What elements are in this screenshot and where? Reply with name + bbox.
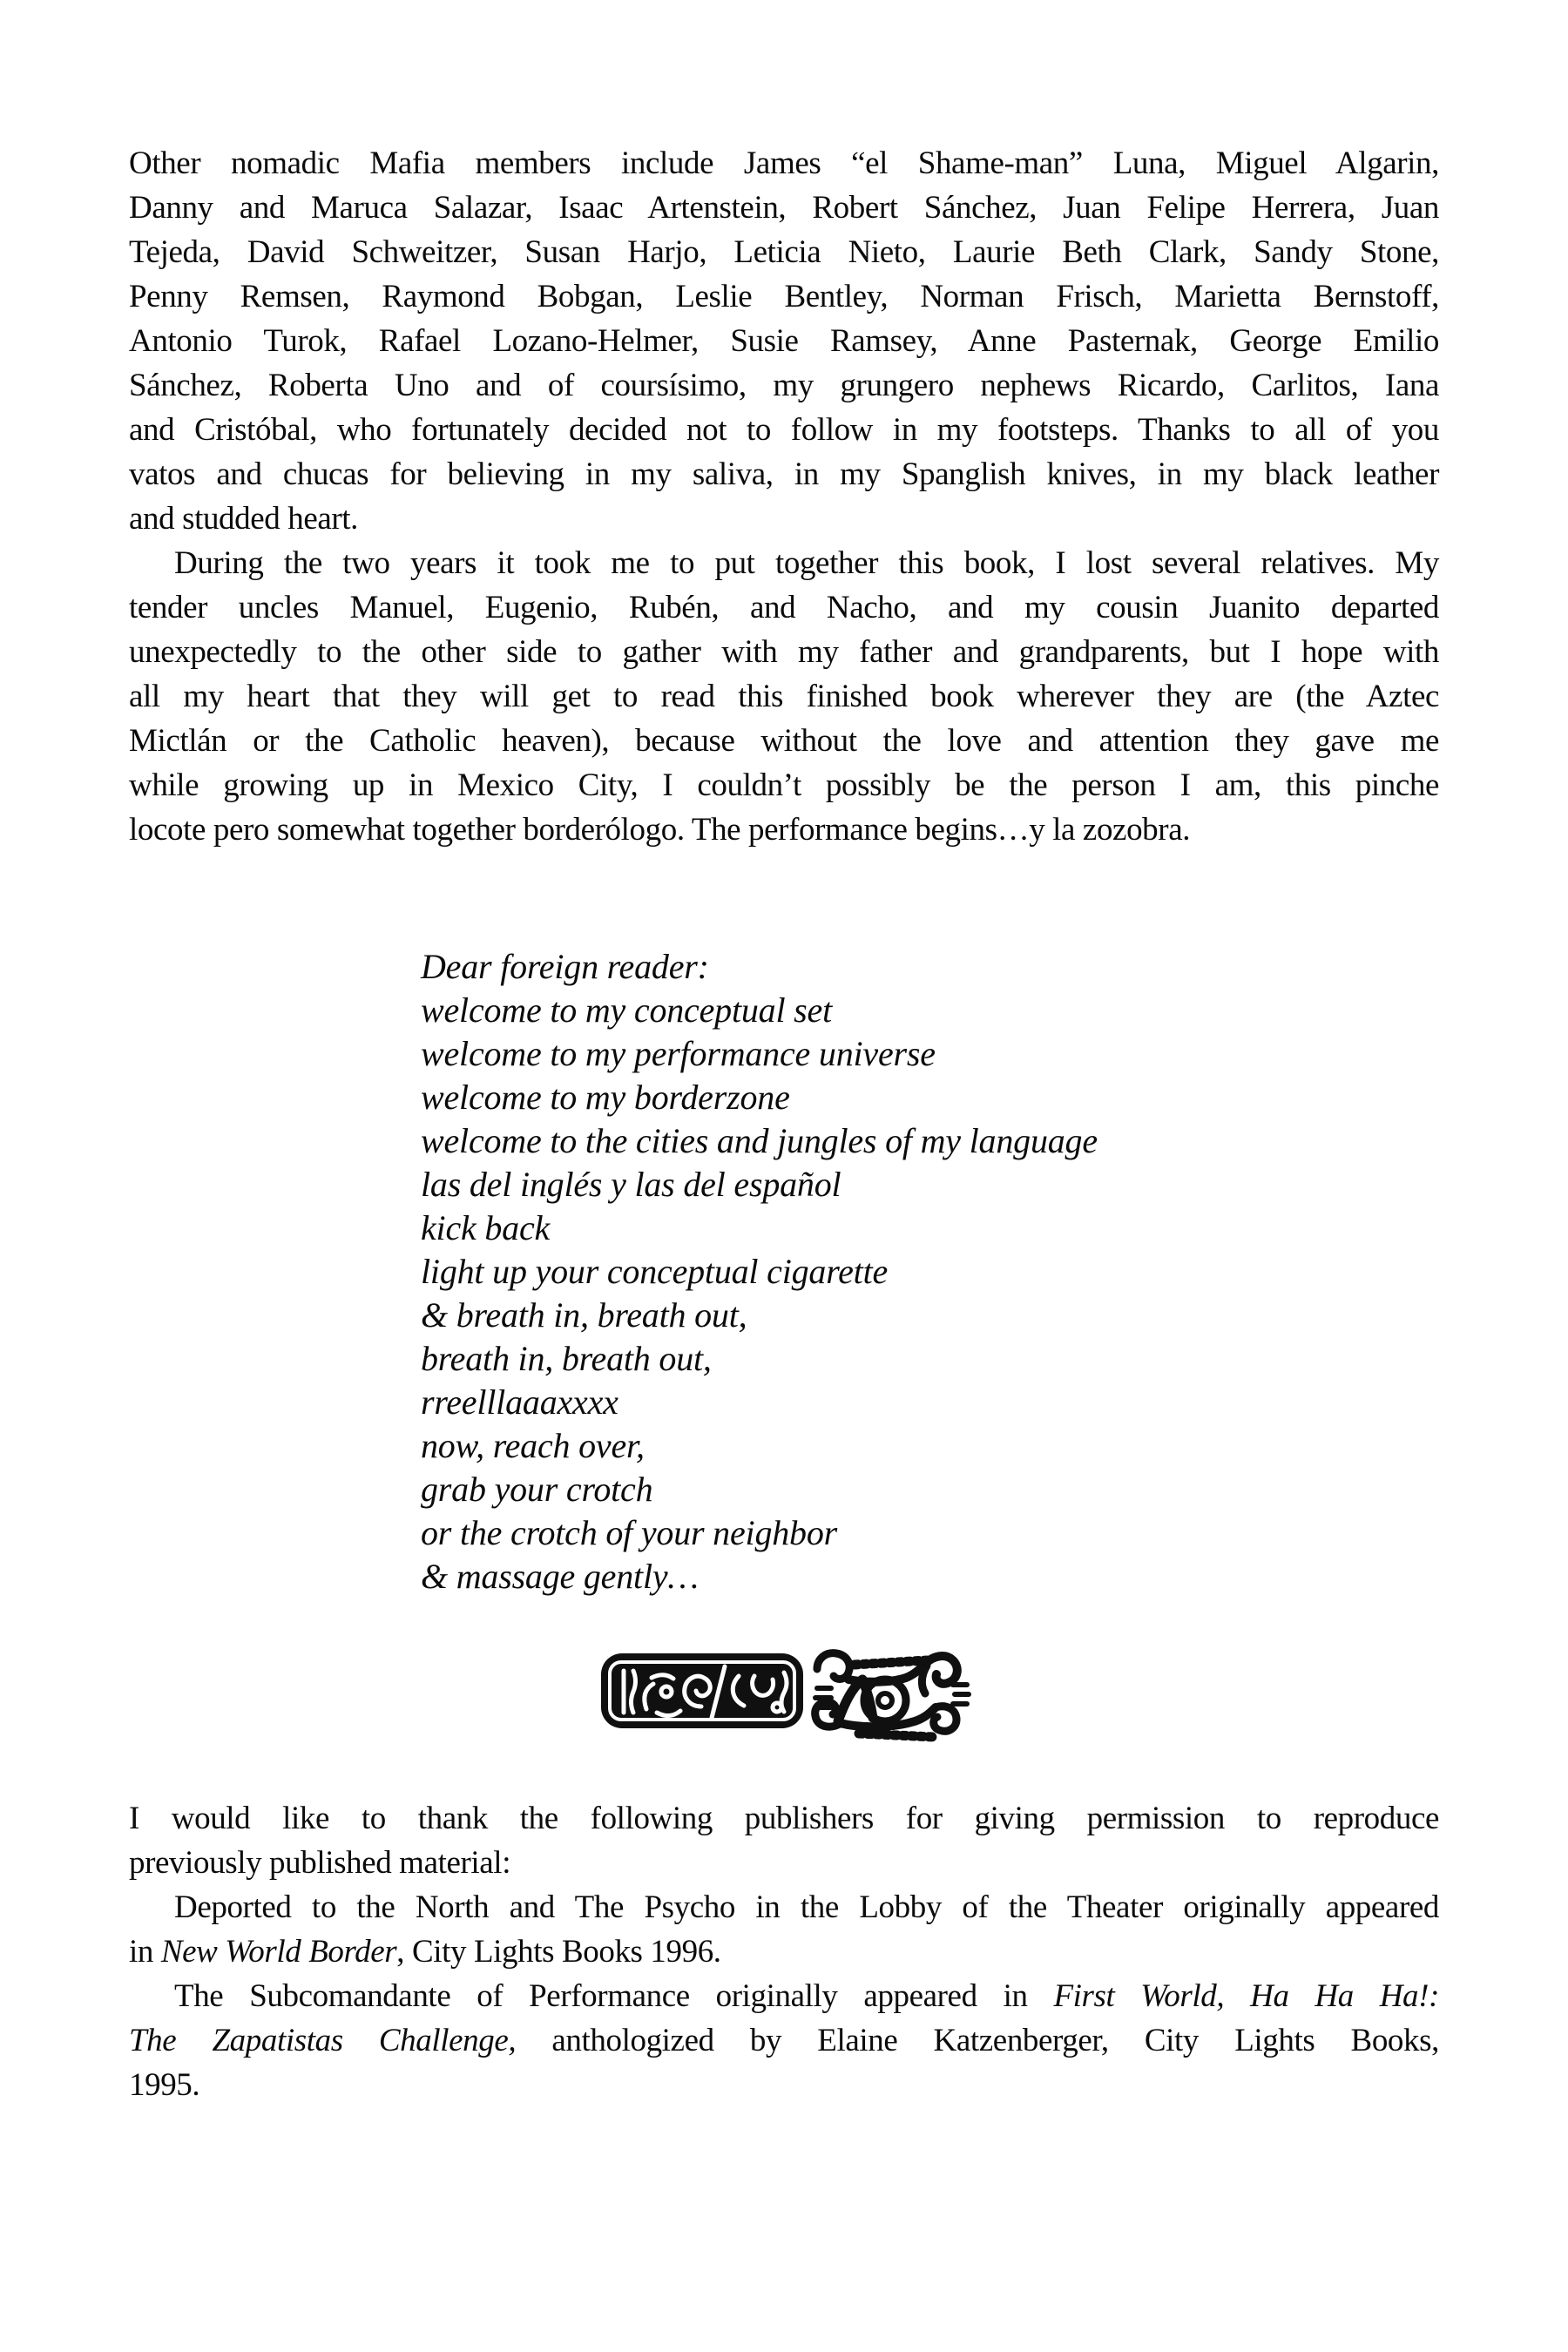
text-line: During the two years it took me to put together this book, I lost several relatives. My bbox=[174, 545, 1439, 581]
text-line: Dear foreign reader: bbox=[421, 947, 709, 986]
text-line: welcome to my borderzone bbox=[421, 1078, 790, 1117]
text-line: now, reach over, bbox=[421, 1426, 645, 1465]
text-line: las del inglés y las del español bbox=[421, 1165, 841, 1204]
text-line: unexpectedly to the other side to gather with my father and grandparents, but I hope with bbox=[129, 634, 1439, 670]
text-line: rreelllaaaxxxx bbox=[421, 1382, 618, 1422]
poem-dear-foreign-reader bbox=[421, 945, 1292, 1598]
text-line: 1995. bbox=[129, 2067, 200, 2103]
permissions-text-block bbox=[129, 1796, 1439, 2107]
paragraph-subcomandante bbox=[129, 1974, 1439, 2107]
aztec-scroll-glyph bbox=[815, 1653, 969, 1737]
text-line: welcome to my conceptual set bbox=[421, 990, 833, 1030]
main-text-block bbox=[129, 141, 1439, 852]
text-line: while growing up in Mexico City, I couldn’t possibly be the person I am, this pinche bbox=[129, 767, 1439, 803]
text-line: The Subcomandante of Performance originally appeared in First World, Ha Ha Ha!: bbox=[174, 1978, 1439, 2014]
text-line: locote pero somewhat together borderólogo. The performance begins…y la zozobra. bbox=[129, 812, 1191, 848]
text-line: Danny and Maruca Salazar, Isaac Artenstein, Robert Sánchez, Juan Felipe Herrera, Juan bbox=[129, 190, 1439, 226]
text-line: and studded heart. bbox=[129, 501, 359, 537]
text-line: Penny Remsen, Raymond Bobgan, Leslie Bentley, Norman Frisch, Marietta Bernstoff, bbox=[129, 279, 1439, 314]
text-line: Mictlán or the Catholic heaven), because without the love and attention they gave me bbox=[129, 723, 1439, 759]
text-line: Antonio Turok, Rafael Lozano-Helmer, Susie Ramsey, Anne Pasternak, George Emilio bbox=[129, 323, 1439, 359]
aztec-ornament bbox=[598, 1639, 974, 1742]
text-line: breath in, breath out, bbox=[421, 1339, 712, 1378]
text-line: or the crotch of your neighbor bbox=[421, 1513, 838, 1552]
text-line: light up your conceptual cigarette bbox=[421, 1252, 889, 1291]
text-line: vatos and chucas for believing in my saliva, in my Spanglish knives, in my black leather bbox=[129, 456, 1439, 492]
paragraph-new-world-border bbox=[129, 1885, 1439, 1974]
text-line: & massage gently… bbox=[421, 1557, 699, 1596]
text-line: grab your crotch bbox=[421, 1470, 653, 1509]
text-line: welcome to the cities and jungles of my language bbox=[421, 1121, 1098, 1160]
text-line: in New World Border, City Lights Books 1996. bbox=[129, 1934, 721, 1970]
text-line: Sánchez, Roberta Uno and of coursísimo, my grungero nephews Ricardo, Carlitos, Iana bbox=[129, 368, 1439, 403]
text-line: kick back bbox=[421, 1208, 551, 1247]
text-line: & breath in, breath out, bbox=[421, 1295, 747, 1335]
text-line: Other nomadic Mafia members include James “el Shame-man” Luna, Miguel Algarin, bbox=[129, 145, 1439, 181]
paragraph-permissions-intro bbox=[129, 1796, 1439, 1885]
paragraph-nomadic-mafia bbox=[129, 141, 1439, 541]
text-line: I would like to thank the following publishers for giving permission to reproduce bbox=[129, 1801, 1439, 1836]
aztec-cartouche-glyph bbox=[601, 1653, 803, 1728]
paragraph-lost-relatives bbox=[129, 541, 1439, 852]
text-line: tender uncles Manuel, Eugenio, Rubén, and Nacho, and my cousin Juanito departed bbox=[129, 590, 1439, 625]
text-line: and Cristóbal, who fortunately decided not to follow in my footsteps. Thanks to all of you bbox=[129, 412, 1439, 448]
text-line: The Zapatistas Challenge, anthologized by Elaine Katzenberger, City Lights Books, bbox=[129, 2023, 1439, 2058]
text-line: welcome to my performance universe bbox=[421, 1034, 936, 1073]
text-line: previously published material: bbox=[129, 1845, 511, 1881]
text-line: Deported to the North and The Psycho in the Lobby of the Theater originally appeared bbox=[174, 1889, 1439, 1925]
text-line: all my heart that they will get to read this finished book wherever they are (the Aztec bbox=[129, 679, 1439, 714]
text-line: Tejeda, David Schweitzer, Susan Harjo, Leticia Nieto, Laurie Beth Clark, Sandy Stone, bbox=[129, 234, 1439, 270]
